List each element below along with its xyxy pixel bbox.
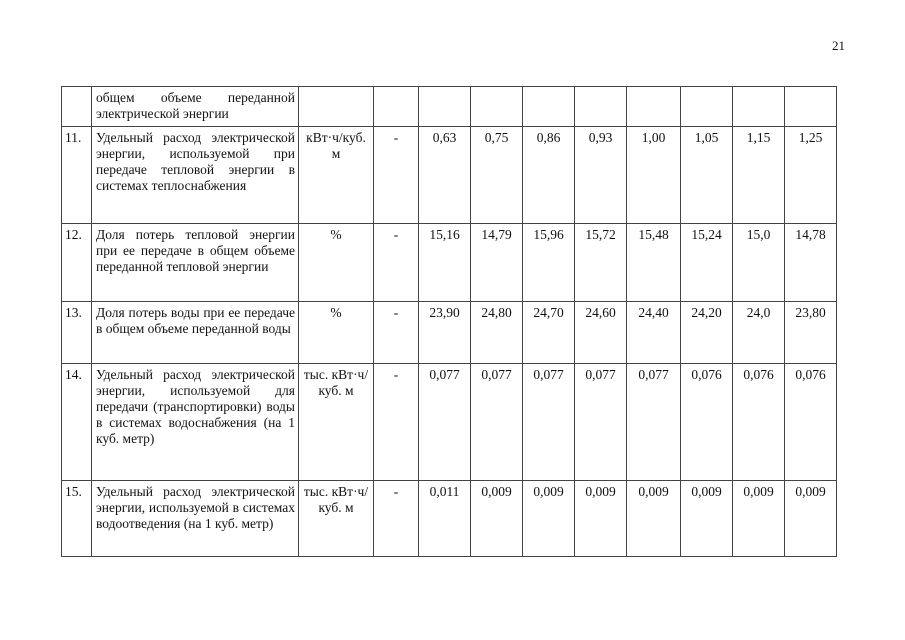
year-value-cell: 23,90 [419, 302, 471, 364]
year-value-cell [733, 87, 785, 127]
year-value-cell: 15,24 [681, 224, 733, 302]
row-number-cell: 14. [62, 364, 92, 481]
base-value-cell: - [374, 364, 419, 481]
table-row [62, 127, 837, 224]
indicator-name-cell: Удельный расход электрической энергии, используемой в системах водоотведения (на 1 куб. метр) [92, 481, 299, 557]
year-value-cell: 24,60 [575, 302, 627, 364]
year-value-cell: 24,0 [733, 302, 785, 364]
year-value-cell: 15,0 [733, 224, 785, 302]
table-row [62, 87, 837, 127]
table-row [62, 302, 837, 364]
year-value-cell: 15,96 [523, 224, 575, 302]
year-value-cell [523, 87, 575, 127]
year-value-cell: 0,009 [523, 481, 575, 557]
year-value-cell [627, 87, 681, 127]
indicator-name-cell: Доля потерь тепловой энергии при ее передаче в общем объеме переданной тепловой энергии [92, 224, 299, 302]
year-value-cell [575, 87, 627, 127]
year-value-cell: 0,077 [575, 364, 627, 481]
unit-cell: % [299, 302, 374, 364]
table-row [62, 364, 837, 481]
indicators-table [61, 86, 837, 557]
year-value-cell: 1,15 [733, 127, 785, 224]
year-value-cell: 0,077 [471, 364, 523, 481]
base-value-cell: - [374, 127, 419, 224]
year-value-cell: 0,009 [575, 481, 627, 557]
row-number-cell: 15. [62, 481, 92, 557]
year-value-cell: 0,011 [419, 481, 471, 557]
year-value-cell: 15,48 [627, 224, 681, 302]
year-value-cell: 24,70 [523, 302, 575, 364]
year-value-cell: 0,009 [627, 481, 681, 557]
year-value-cell: 14,79 [471, 224, 523, 302]
base-value-cell: - [374, 302, 419, 364]
year-value-cell: 0,009 [733, 481, 785, 557]
year-value-cell: 0,86 [523, 127, 575, 224]
year-value-cell: 0,077 [627, 364, 681, 481]
year-value-cell [419, 87, 471, 127]
unit-cell: тыс. кВт·ч/куб. м [299, 364, 374, 481]
year-value-cell: 0,75 [471, 127, 523, 224]
year-value-cell: 1,05 [681, 127, 733, 224]
base-value-cell: - [374, 481, 419, 557]
table-row [62, 224, 837, 302]
table-row [62, 481, 837, 557]
base-value-cell [374, 87, 419, 127]
unit-cell [299, 87, 374, 127]
row-number-cell: 13. [62, 302, 92, 364]
indicator-name-cell: Доля потерь воды при ее передаче в общем объеме переданной воды [92, 302, 299, 364]
year-value-cell: 0,009 [471, 481, 523, 557]
year-value-cell: 0,076 [785, 364, 837, 481]
year-value-cell: 15,16 [419, 224, 471, 302]
indicator-name-cell: общем объеме переданной электрической энергии [92, 87, 299, 127]
unit-cell: кВт·ч/куб. м [299, 127, 374, 224]
year-value-cell: 24,20 [681, 302, 733, 364]
year-value-cell: 1,25 [785, 127, 837, 224]
row-number-cell: 11. [62, 127, 92, 224]
year-value-cell: 0,076 [681, 364, 733, 481]
year-value-cell: 0,077 [523, 364, 575, 481]
year-value-cell: 0,077 [419, 364, 471, 481]
year-value-cell: 0,93 [575, 127, 627, 224]
row-number-cell: 12. [62, 224, 92, 302]
page-number: 21 [832, 38, 845, 53]
year-value-cell: 24,40 [627, 302, 681, 364]
indicator-name-cell: Удельный расход электрической энергии, используемой для передачи (транспортировки) воды в системах водоснабжения (на 1 куб. метр) [92, 364, 299, 481]
year-value-cell: 24,80 [471, 302, 523, 364]
year-value-cell: 0,009 [681, 481, 733, 557]
year-value-cell: 1,00 [627, 127, 681, 224]
year-value-cell: 14,78 [785, 224, 837, 302]
unit-cell: % [299, 224, 374, 302]
unit-cell: тыс. кВт·ч/куб. м [299, 481, 374, 557]
year-value-cell [785, 87, 837, 127]
year-value-cell [681, 87, 733, 127]
base-value-cell: - [374, 224, 419, 302]
year-value-cell: 0,076 [733, 364, 785, 481]
year-value-cell: 0,63 [419, 127, 471, 224]
indicator-name-cell: Удельный расход электрической энергии, используемой при передаче тепловой энергии в системах теплоснабжения [92, 127, 299, 224]
year-value-cell: 0,009 [785, 481, 837, 557]
year-value-cell: 23,80 [785, 302, 837, 364]
row-number-cell [62, 87, 92, 127]
year-value-cell: 15,72 [575, 224, 627, 302]
year-value-cell [471, 87, 523, 127]
